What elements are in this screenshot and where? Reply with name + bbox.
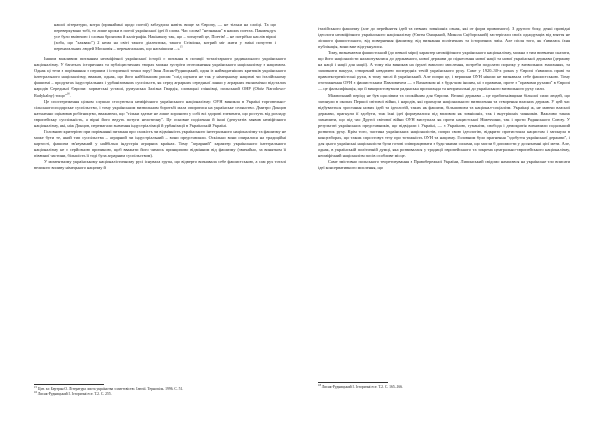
footnote bbox=[318, 385, 570, 390]
footnote-text: Цит. за: Бертран О. Література листа українства з миттєвістю. Ілюзії. Тернопіль. 1996. С. 51. bbox=[37, 387, 184, 392]
quote-text: нашої літератури, котра (принаймні щодо поезії) заблудила навіть вище за Європу, — не тільки на слоїці. Та що переверкувано тобі, то лише кроки в поезії української ідеї й слова. Час слова! "незнання" в наших поетах. Панмендух усе було вміючою і словна бронзова й каліграфія. Накінвалу так, що – зогнутий це, Поетів! – не потрібно наслів вірші (хоба, що "хаквакс") 2 нема на світі такого діалектика, такого Стіміона, котрий міг жити у зміні почуттю і перенагальних людей Московія – перенагальних, що насмішили ...» bbox=[54, 22, 276, 52]
block-quote bbox=[34, 22, 286, 52]
footnotes-right bbox=[318, 382, 570, 390]
footnote-rule bbox=[318, 382, 388, 383]
paragraph: Іншим важливим питанням неоміфічної української історії є питання в позиції тоталітарного радикального українського націоналізму. У багатьох історичних та публіцистичних творах можна зустріти ототожнення українського націоналізму з нацизмом. Однак ці тези з порівняння з першим і історичної точки зору! Іван Лисяк-Рудницький, один із найвидатніших критиків українського інтегрального націоналізму, вважав, однак, що його найбільшим рисам "слід шукати не так у німецькому нацизмі чи італійському фашизмі – продуктах індустріальних і урбанізованих суспільств, як серед аграрних середньої ланки у аграрних економічно відсталих народів Середньої Європи: хорватські усташі, румунська Залізна Гвардія, словацькі глінківці, польський ОНР (Obóz Narodowo-Radykalny) тощо"$^{16}$. bbox=[34, 56, 286, 98]
right-column bbox=[318, 26, 570, 171]
left-column bbox=[34, 22, 286, 171]
footnote-ref[interactable]: 15 bbox=[179, 44, 183, 49]
footnote-number: 16 bbox=[34, 390, 37, 395]
paragraph: Саме змістовно польського теоретизування з Правобережної України, Липинський свідомо намагався на українське тло вписати ідеї консервативного мислення, що bbox=[318, 159, 570, 171]
footnote bbox=[34, 392, 286, 397]
paragraph: Головною критерією при порівнянні питання про схожість чи відмінність українського інтегрального націоналізму та фашизму не може бути те, який тип суспільства – аграрний чи індустріальний – вони представляли. Оскільки вони опиралися на традиційні картості, фашизм зв'язуваний у найбільш індустрія аграрних країнах. Тому "аграрний" характер українського інтегрального націоналізму не є серйозною причиною, щоб вважати його чимось принципово відмінним від фашизму (звичайно, за винятком її піввчної частини, більшість її тоді була аграрним суспільством). bbox=[34, 128, 286, 158]
paragraph: італійського фашизму (але до перейняття ідей та певних зовнішніх ознак, які от форм приватного). З другого боку, деякі провідні ідеологи неоміфічного українського націоналізму (Євген Онацький, Микола Сціборський) застерігали своїх однодумців від взяття не ліпшого фашистського, від повернення фашизму, від визнання політичних та історичних змін. Але після того, як з'явилась їхня публікація, вони вже відгукнулися. bbox=[318, 26, 570, 50]
footnote-rule bbox=[34, 384, 104, 385]
paragraph: Тому, визначаючи фашистський (до певної міри) характер неоміфічного українського націоналізму, можна з тим впевнено сказати, що його націоналісти налаштувалися до державного, нової держави до піднесення нової нації та нової української держави (державу на нації і нації для нації). А тому він виникав на ґрунті вмилого мислення, потреби подолати поразку у визвольних змаганнях, та заповнити вакуум, створений невдачею попередніх течій українського руху. Саме у 1920–30-х роках у Європі з'явились праві та правоекстремістські рухи, в тому числі й український. Але попри це, і вершини ОУН ніколи не визнавала себе фашистською. Тому ототожнення ОУН з фашистським Павловичем — з Вахнюком ні з будь-ким іншим, ні з правими, проте з "правими рухами" в Європі — це фальсифікація, що її використовували радянська пропаганда та неприхильні до українського визвольного руху сили. bbox=[318, 50, 570, 92]
footnote-number: 18 bbox=[318, 383, 321, 387]
footnote-text: Лисяк-Рудницький І. Історичні есе. Т.2. С. 255. bbox=[37, 392, 112, 397]
paragraph: У моментному українському націоналістичному русі існувала група, що відверто визнавала себе фашистською, а сам рух тоталі великого впливу німецького нацизму й bbox=[34, 159, 286, 171]
footnote-text: Лисяк-Рудницький І. Історичні есе. Т.2. С. 165–166. bbox=[321, 385, 403, 390]
paragraph: Це спостереження цілком слушно стосуються неміфічного українського націоналізму: ОУН виникла в Україні торговельно-сільськогосподарське суспільство, і тому українським визвольним боротьбі мала опиратися на українське селянство. Дмитро Донцов натхненно оцінював робітництво, вважаючи, що "тільки здатне не лише хоронити у собі всі здорові елементи, що ростуть від розладу європейську суспільність, а вірні його ведуть потуги нелотичну". Це основне поділення й інші (депутатів заявив неміфічного націоналізму, які, ніж Донцов, перемагали значення індустріалізації й урбанізації в Українській Україні. bbox=[34, 98, 286, 128]
paragraph: Міжвоєнний період не був щаслівим та спокійним для Європи. Великі держави – це прабатьківщини більшої сили людей, що загинули в окопах Першої світової війни, і народів, які прагнули національного визволення та створення власних держав. У цей час відбувається зростання нових ідей та ідеологій, таких як фашизм, більшовизм та націонал-соціалізм. Українці ж, не маючи власної держави, прагнули її здобути, тож їхні ідеї формувалися під впливом як зовнішніх, так і внутрішніх чинників. Важливо також зазначити, що під час Другої світової війни ОУН виступала як проти нацистської Німеччини, так і проти Радянського Союзу. У результаті українських представників, що відвідали і Україні, — з Україною, гуманізм, свобода і демократія визначили подальший розвиток руху. Крім того, частина українських націоналістів, попри свою ідеологію, відкрито протистояла нацистам і загинула в концтаборах, що також спростовує тезу про тотожність ОУН та нацизму. Головним було прагнення "здобуття української держави", і для цього українські націоналісти були готові співпрацювати з будь-якими силами, що могли б допомогти у досягненні цієї мети. Але, однак, в українській політичній думці, яка розвивалася у традиції європейського та зокрема центрально-європейського націоналізму, неоміфічний націоналізм посів особливе місце. bbox=[318, 92, 570, 158]
footnotes-left bbox=[34, 384, 286, 398]
footnote-number: 15 bbox=[34, 385, 37, 389]
footnote-ref[interactable]: 16 bbox=[66, 91, 70, 96]
paragraph-text: Іншим важливим питанням неоміфічної української історії є питання в позиції тоталітарного радикального українського націоналізму. У багатьох історичних та публіцистичних творах можна зустріти ототожнення українського націоналізму з нацизмом. Однак ці тези з порівняння з першим і історичної точки зору! Іван Лисяк-Рудницький, один із найвидатніших критиків українського інтегрального націоналізму, вважав, однак, що його найбільшим рисам "слід шукати не так у німецькому нацизмі чи італійському фашизмі – продуктах індустріальних і урбанізованих суспільств, як серед аграрних середньої ланки у аграрних економічно відсталих народів Середньої Європи: хорватські усташі, румунська Залізна Гвардія, словацькі глінківці, польський ОНР (Obóz Narodowo-Radykalny) тощо" bbox=[34, 56, 286, 98]
